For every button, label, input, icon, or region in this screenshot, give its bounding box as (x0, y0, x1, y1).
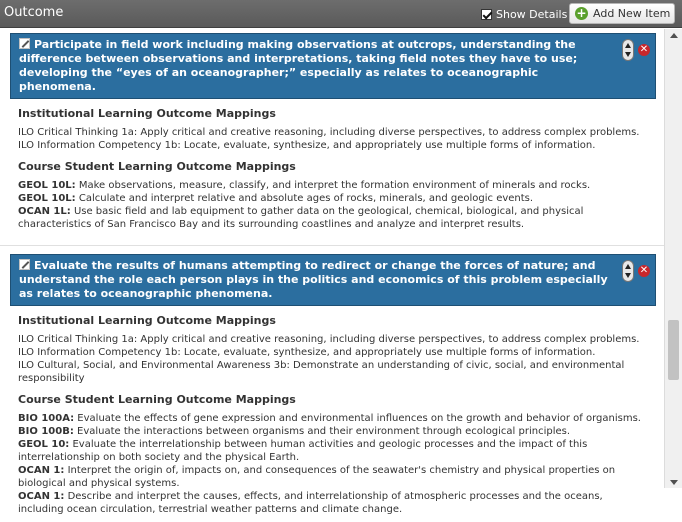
ilo-item: ILO Critical Thinking 1a: Apply critical and creative reasoning, including diverse perspectives, to address complex problems. (18, 334, 640, 345)
panel-title: Outcome (4, 5, 64, 20)
ilo-section-title: Institutional Learning Outcome Mappings (18, 107, 276, 120)
outcome-details (10, 306, 656, 522)
cslo-code: BIO 100A: (18, 413, 75, 424)
cslo-item (18, 490, 648, 516)
cslo-item (18, 412, 648, 425)
cslo-section-title: Course Student Learning Outcome Mappings (18, 160, 296, 173)
outcome-item (4, 33, 660, 237)
outcome-header (10, 254, 656, 306)
item-divider (0, 245, 664, 246)
scroll-thumb[interactable] (668, 320, 679, 380)
cslo-text: Use basic field and lab equipment to gather data on the geological, chemical, biological, and physical characteristics of San Francisco Bay and its surrounding coastlines and analyze and interpret results. (18, 206, 584, 230)
show-details-toggle[interactable] (481, 5, 567, 23)
cslo-item (18, 438, 648, 464)
add-new-item-button[interactable] (569, 3, 675, 24)
cslo-code: GEOL 10L: (18, 180, 76, 191)
edit-icon[interactable] (19, 38, 30, 49)
cslo-text: Evaluate the interrelationship between human activities and geologic processes and the impact of this interrelationship on both society and the physical Earth. (18, 439, 588, 463)
cslo-item (18, 179, 648, 192)
cslo-code: BIO 100B: (18, 426, 74, 437)
delete-icon[interactable]: ✕ (639, 44, 649, 55)
ilo-item: ILO Information Competency 1b: Locate, evaluate, synthesize, and appropriately use multiple forms of information. (18, 347, 596, 358)
outcome-text: Participate in field work including making observations at outcrops, understanding the difference between observations and interpretations, taking field notes they have to use; developing the “eyes of an oceanographer;” especially as relates to oceanographic phenomena. (19, 38, 578, 93)
ilo-item: ILO Information Competency 1b: Locate, evaluate, synthesize, and appropriately use multiple forms of information. (18, 140, 596, 151)
cslo-item (18, 425, 648, 438)
cslo-text: Evaluate the effects of gene expression and environmental influences on the growth and behavior of organisms. (74, 413, 641, 424)
delete-icon[interactable]: ✕ (639, 265, 649, 276)
cslo-text: Describe and interpret the causes, effects, and interrelationship of atmospheric processes and the oceans, including ocean circulation, terrestrial weather patterns and climate change. (18, 491, 603, 515)
cslo-code: OCAN 1: (18, 465, 65, 476)
cslo-text: Make observations, measure, classify, and interpret the formation environment of minerals and rocks. (75, 180, 591, 191)
outcome-header (10, 33, 656, 99)
ilo-item: ILO Cultural, Social, and Environmental Awareness 3b: Demonstrate an understanding of civic, social, and environmental responsibility (18, 360, 625, 384)
cslo-item (18, 464, 648, 490)
cslo-text: Calculate and interpret relative and absolute ages of rocks, minerals, and geologic events. (75, 193, 534, 204)
reorder-icon[interactable] (622, 260, 634, 282)
outcome-details (10, 99, 656, 237)
show-details-label: Show Details (496, 7, 568, 21)
outcome-list[interactable] (0, 29, 664, 515)
cslo-code: OCAN 1: (18, 491, 65, 502)
cslo-item (18, 192, 648, 205)
outcome-toolbar (0, 0, 682, 28)
show-details-checkbox[interactable] (481, 9, 492, 20)
vertical-scrollbar[interactable] (664, 29, 682, 488)
add-new-item-label: Add New Item (593, 7, 671, 20)
edit-icon[interactable] (19, 259, 30, 270)
ilo-item: ILO Critical Thinking 1a: Apply critical and creative reasoning, including diverse perspectives, to address complex problems. (18, 127, 640, 138)
cslo-code: GEOL 10: (18, 439, 70, 450)
outcome-item (4, 254, 660, 522)
reorder-icon[interactable] (622, 39, 634, 61)
cslo-item (18, 205, 648, 231)
cslo-text: Evaluate the interactions between organisms and their environment through ecological principles. (73, 426, 571, 437)
outcome-text: Evaluate the results of humans attempting to redirect or change the forces of nature; and understand the role each person plays in the politics and economics of this problem especially as relates to oceanographic phenomena. (19, 259, 608, 300)
cslo-code: GEOL 10L: (18, 193, 76, 204)
cslo-code: OCAN 1L: (18, 206, 71, 217)
ilo-section-title: Institutional Learning Outcome Mappings (18, 314, 276, 327)
cslo-text: Interpret the origin of, impacts on, and consequences of the seawater's chemistry and physical properties on biological and physical systems. (18, 465, 616, 489)
cslo-section-title: Course Student Learning Outcome Mappings (18, 393, 296, 406)
scroll-up-icon[interactable] (670, 33, 678, 38)
scroll-down-icon[interactable] (670, 480, 678, 485)
plus-icon: + (576, 6, 587, 20)
